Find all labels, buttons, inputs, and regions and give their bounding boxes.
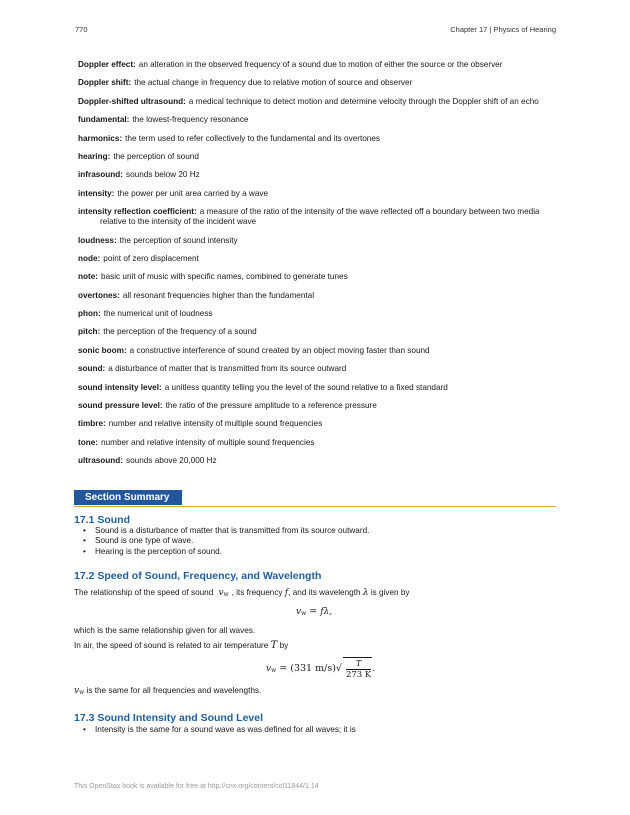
glossary-term: ultrasound: xyxy=(78,456,124,466)
glossary-term: harmonics: xyxy=(78,133,123,143)
paragraph-text: The relationship of the speed of sound xyxy=(74,588,214,597)
glossary-entry xyxy=(78,207,558,227)
glossary-entry xyxy=(78,115,558,125)
math-symbol-letter: v xyxy=(266,664,272,674)
section-summary-label: Section Summary xyxy=(74,490,182,505)
vw-same-text xyxy=(74,686,261,698)
glossary-entry xyxy=(78,438,558,448)
glossary-definition: the numerical unit of loudness xyxy=(103,309,213,319)
same-relationship-text: which is the same relationship given for all waves. xyxy=(74,626,256,635)
glossary-definition: number and relative intensity of multiple sound frequencies xyxy=(108,419,323,429)
section-17-3-heading: 17.3 Sound Intensity and Sound Level xyxy=(74,712,264,724)
math-subscript: w xyxy=(79,689,85,696)
fraction xyxy=(346,659,371,680)
glossary-term: sound pressure level: xyxy=(78,401,163,411)
paragraph-text: is given by xyxy=(370,588,410,597)
glossary-entry xyxy=(78,78,558,88)
math-symbol: f xyxy=(284,588,289,598)
glossary-entry xyxy=(78,152,558,162)
glossary-term: phon: xyxy=(78,309,101,319)
list-item: • Hearing is the perception of sound. xyxy=(83,547,369,557)
section-17-3-bullets xyxy=(83,725,356,735)
glossary-entry xyxy=(78,60,558,70)
speed-relationship-paragraph xyxy=(74,588,410,600)
fraction-numerator: T xyxy=(346,659,371,670)
glossary-definition: a measure of the ratio of the intensity of the wave reflected off a boundary between two media relative to the intensity of the incident wave xyxy=(100,207,540,227)
glossary-definition: all resonant frequencies higher than the fundamental xyxy=(122,290,315,300)
glossary-term: tone: xyxy=(78,437,99,447)
glossary-definition: a disturbance of matter that is transmitted from its source outward xyxy=(108,364,347,374)
air-temperature-paragraph xyxy=(74,641,288,651)
glossary-entry xyxy=(78,134,558,144)
glossary-entry xyxy=(78,456,558,466)
glossary-term: sonic boom: xyxy=(78,345,127,355)
math-symbol xyxy=(216,588,232,598)
section-17-2-heading: 17.2 Speed of Sound, Frequency, and Wavelength xyxy=(74,570,322,582)
glossary-entry xyxy=(78,170,558,180)
math-symbol-letter: v xyxy=(74,686,80,696)
glossary-entry xyxy=(78,236,558,246)
glossary-definition: the perception of sound intensity xyxy=(119,235,238,245)
glossary-entry xyxy=(78,272,558,282)
math-symbol-letter: v xyxy=(296,607,302,617)
glossary-definition: sounds below 20 Hz xyxy=(126,170,200,180)
glossary-term: overtones: xyxy=(78,290,120,300)
glossary-definition: the perception of the frequency of a sound xyxy=(103,327,257,337)
page-number: 770 xyxy=(75,25,88,34)
glossary-term: fundamental: xyxy=(78,115,130,125)
sqrt-radicand xyxy=(343,657,372,680)
glossary-term: sound: xyxy=(78,364,106,374)
glossary-definition: a unitless quantity telling you the level of the sound relative to a fixed standard xyxy=(164,382,448,392)
paragraph-text: , and its wavelength xyxy=(288,588,361,597)
equals-sign: = xyxy=(309,606,321,617)
sqrt-sign: √ xyxy=(335,663,342,674)
glossary-entry xyxy=(78,346,558,356)
glossary-definition: the actual change in frequency due to relative motion of source and observer xyxy=(134,78,413,88)
glossary-term: intensity: xyxy=(78,188,115,198)
paragraph-text: by xyxy=(279,641,289,650)
section-summary-banner xyxy=(74,490,556,507)
chapter-title: Chapter 17 | Physics of Hearing xyxy=(450,25,556,34)
glossary-term: note: xyxy=(78,272,99,282)
glossary-term: sound intensity level: xyxy=(78,382,162,392)
math-subscript: w xyxy=(223,591,229,598)
glossary-definition: the term used to refer collectively to the fundamental and its overtones xyxy=(125,133,381,143)
glossary-definition: the perception of sound xyxy=(113,151,199,161)
glossary-definition: a constructive interference of sound created by an object moving faster than sound xyxy=(129,345,430,355)
glossary-term: loudness: xyxy=(78,235,117,245)
math-symbol: T xyxy=(270,640,278,651)
glossary-definition: number and relative intensity of multiple sound frequencies xyxy=(101,437,315,447)
glossary-definition: the power per unit area carried by a wave xyxy=(117,188,269,198)
glossary-term: Doppler effect: xyxy=(78,60,136,69)
paragraph-text: , its frequency xyxy=(231,588,283,597)
glossary-definition: the ratio of the pressure amplitude to a reference pressure xyxy=(165,401,377,411)
math-symbol-letter: v xyxy=(218,588,224,598)
glossary-definition: point of zero displacement xyxy=(103,253,199,263)
list-item: • Sound is one type of wave. xyxy=(83,536,369,546)
glossary-entry xyxy=(78,364,558,374)
glossary-term: Doppler-shifted ultrasound: xyxy=(78,96,186,106)
math-subscript: w xyxy=(271,667,277,674)
equation-speed-temperature xyxy=(266,657,375,680)
glossary-entry xyxy=(78,291,558,301)
glossary-entry xyxy=(78,254,558,264)
glossary-term: node: xyxy=(78,253,101,263)
section-17-1-bullets xyxy=(83,526,369,557)
glossary-definition: basic unit of music with specific names, combined to generate tunes xyxy=(101,272,348,282)
glossary-term: pitch: xyxy=(78,327,101,337)
glossary-definition: sounds above 20,000 Hz xyxy=(126,456,217,466)
math-symbol: λ xyxy=(362,588,369,598)
equation-rhs: fλ, xyxy=(320,607,333,617)
glossary-term: infrasound: xyxy=(78,170,124,180)
equation-coefficient: (331 m/s) xyxy=(290,663,336,674)
glossary-entry xyxy=(78,327,558,337)
glossary-definition: the lowest-frequency resonance xyxy=(132,115,249,125)
page-footer: This OpenStax book is available for free at http://cnx.org/content/col11844/1.14 xyxy=(74,783,319,790)
glossary-list xyxy=(78,60,558,466)
glossary-term: timbre: xyxy=(78,419,106,429)
glossary-term: hearing: xyxy=(78,151,111,161)
paragraph-text: In air, the speed of sound is related to air temperature xyxy=(74,641,269,650)
glossary-entry xyxy=(78,401,558,411)
page-header xyxy=(75,25,556,37)
glossary-definition: a medical technique to detect motion and determine velocity through the Doppler shift of an echo xyxy=(188,96,539,106)
glossary-term: Doppler shift: xyxy=(78,78,132,88)
glossary-entry xyxy=(78,383,558,393)
glossary-definition: an alteration in the observed frequency of a sound due to motion of either the source or the observer xyxy=(138,60,503,69)
glossary-entry xyxy=(78,97,558,107)
equation-speed-frequency xyxy=(296,606,332,617)
paragraph-text: is the same for all frequencies and wavelengths. xyxy=(86,686,262,695)
section-17-1-heading: 17.1 Sound xyxy=(74,514,131,526)
math-subscript: w xyxy=(301,610,307,617)
fraction-denominator: 273 K xyxy=(345,670,372,680)
equals-sign: = xyxy=(279,663,291,674)
glossary-entry xyxy=(78,309,558,319)
glossary-entry xyxy=(78,419,558,429)
list-item: • Sound is a disturbance of matter that is transmitted from its source outward. xyxy=(83,526,369,536)
glossary-entry xyxy=(78,189,558,199)
list-item: • Intensity is the same for a sound wave as was defined for all waves; it is xyxy=(83,725,356,735)
equation-end: . xyxy=(372,663,376,674)
glossary-term: intensity reflection coefficient: xyxy=(78,207,197,217)
